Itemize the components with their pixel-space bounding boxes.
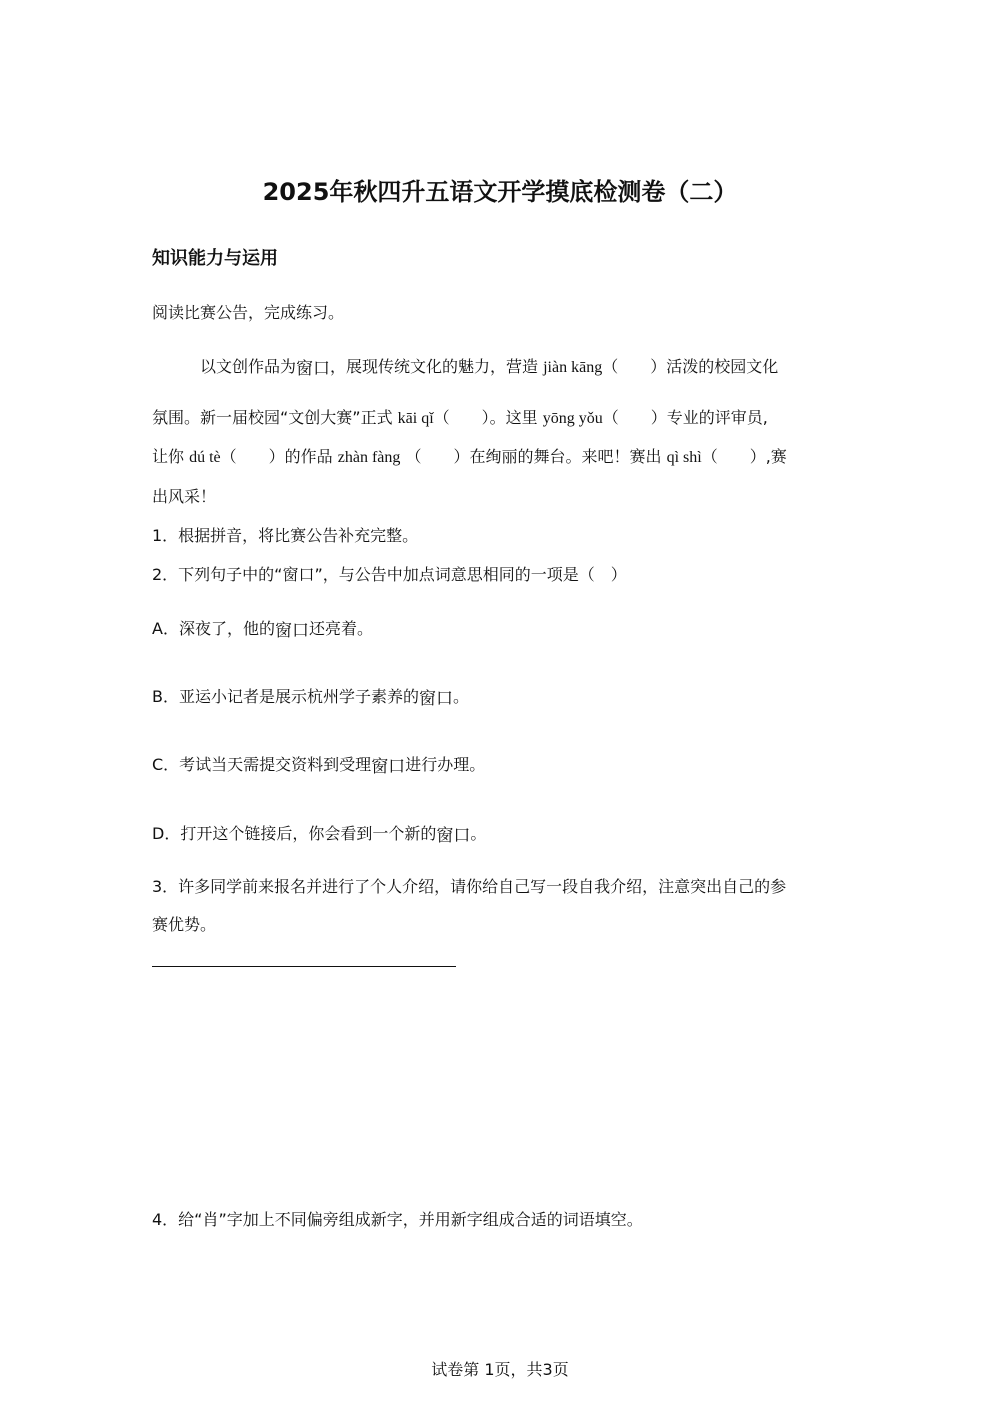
option-text: D．打开这个链接后，你会看到一个新的: [152, 824, 437, 843]
passage-text: 让你: [152, 447, 190, 466]
answer-blank: （ ）的作品: [220, 447, 338, 466]
reading-instruction: 阅读比赛公告，完成练习。: [152, 303, 345, 322]
document-title: 2025年秋四升五语文开学摸底检测卷（二）: [262, 178, 738, 206]
passage-text: 以文创作品为: [200, 357, 297, 376]
option-d: [152, 819, 486, 844]
option-keyword: 窗口: [371, 757, 406, 777]
pinyin: qì shì: [666, 449, 702, 466]
pinyin: zhàn fàng: [337, 449, 401, 466]
passage-text: ，展现传统文化的魅力，营造: [330, 357, 544, 376]
option-text: 进行办理。: [405, 755, 486, 774]
answer-blank: （ ）在绚丽的舞台。来吧！赛出: [400, 447, 667, 466]
question-2: 2．下列句子中的“窗口”，与公告中加点词意思相同的一项是（ ）: [152, 565, 627, 584]
option-text: 。: [452, 687, 469, 706]
passage-line-3: [152, 444, 787, 467]
pinyin: dú tè: [189, 449, 221, 466]
question-4: 4．给“肖”字加上不同偏旁组成新字，并用新字组成合适的词语填空。: [152, 1210, 643, 1229]
pinyin: yōng yǒu: [542, 410, 603, 427]
option-text: C．考试当天需提交资料到受理: [152, 755, 372, 774]
option-c: [152, 750, 485, 775]
option-keyword: 窗口: [418, 689, 453, 709]
passage-line-2: [152, 405, 768, 428]
option-keyword: 窗口: [436, 826, 471, 846]
option-text: B．亚运小记者是展示杭州学子素养的: [152, 687, 419, 706]
pinyin: jiàn kāng: [543, 359, 603, 376]
option-text: A．深夜了，他的: [152, 619, 275, 638]
answer-blank: （ ）。这里: [433, 408, 543, 427]
answer-blank: （ ）,赛: [701, 447, 787, 466]
passage-line-4: 出风采！: [152, 487, 217, 506]
dotted-word: 窗口: [296, 359, 331, 379]
answer-blank: （ ）活泼的校园文化: [602, 357, 779, 376]
question-3-line-2: 赛优势。: [152, 915, 217, 934]
answer-line[interactable]: [152, 966, 456, 967]
answer-blank: （ ）专业的评审员,: [602, 408, 768, 427]
option-text: 。: [470, 824, 487, 843]
question-3-line-1: 3．许多同学前来报名并进行了个人介绍，请你给自己写一段自我介绍，注意突出自己的参: [152, 877, 787, 896]
passage-text: 氛围。新一届校园“文创大赛”正式: [152, 408, 398, 427]
option-b: [152, 682, 469, 707]
page-footer: 试卷第 1页，共3页: [431, 1360, 569, 1379]
option-a: [152, 614, 373, 639]
question-1: 1．根据拼音，将比赛公告补充完整。: [152, 526, 419, 545]
option-text: 还亮着。: [308, 619, 373, 638]
passage-line-1: [200, 352, 778, 377]
pinyin: kāi qǐ: [397, 410, 434, 427]
option-keyword: 窗口: [274, 621, 309, 641]
section-heading: 知识能力与运用: [152, 248, 278, 269]
